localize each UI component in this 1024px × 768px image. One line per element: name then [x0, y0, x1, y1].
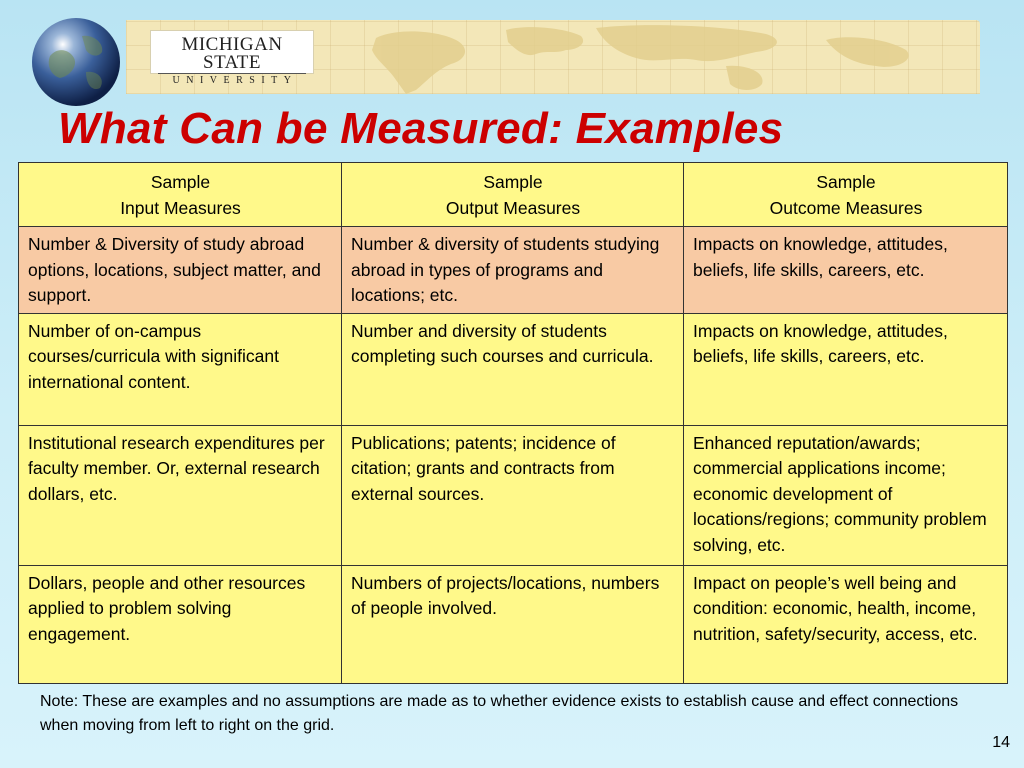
- page-number: 14: [992, 734, 1010, 751]
- header-line2: Outcome Measures: [769, 197, 923, 218]
- globe-icon: [30, 16, 122, 108]
- header-outcome-measures: [684, 163, 1008, 227]
- header-line2: Output Measures: [445, 197, 581, 218]
- table-cell: Publications; patents; incidence of citation; grants and contracts from external sources.: [342, 425, 684, 565]
- table-cell: Number and diversity of students completing such courses and curricula.: [342, 313, 684, 425]
- table-row: [19, 313, 1008, 425]
- footnote: Note: These are examples and no assumptions are made as to whether evidence exists to establish cause and effect connections when moving from left to right on the grid.: [40, 693, 959, 734]
- university-logo: [150, 30, 314, 86]
- logo-line2: UNIVERSITY: [172, 75, 298, 86]
- table-cell: Enhanced reputation/awards; commercial applications income; economic development of locations/regions; community problem solving, etc.: [684, 425, 1008, 565]
- header-line2: Input Measures: [120, 197, 241, 218]
- table-row: [19, 565, 1008, 683]
- table-cell: Dollars, people and other resources applied to problem solving engagement.: [19, 565, 342, 683]
- logo-line1: MICHIGAN STATE: [181, 34, 283, 73]
- header-line1: Sample: [150, 172, 211, 192]
- header-line1: Sample: [816, 172, 876, 192]
- logo-divider: [158, 73, 306, 74]
- table-cell: Number & Diversity of study abroad options, locations, subject matter, and support.: [19, 227, 342, 314]
- table-row: [19, 227, 1008, 314]
- header-line1: Sample: [483, 172, 543, 192]
- header-output-measures: [342, 163, 684, 227]
- measures-table: [18, 162, 1008, 684]
- table-header-row: [19, 163, 1008, 227]
- table-cell: Number & diversity of students studying abroad in types of programs and locations; etc.: [342, 227, 684, 314]
- table-cell: Impacts on knowledge, attitudes, beliefs, life skills, careers, etc.: [684, 313, 1008, 425]
- header-input-measures: [19, 163, 342, 227]
- table-row: [19, 425, 1008, 565]
- table-cell: Impact on people’s well being and condition: economic, health, income, nutrition, safety/security, access, etc.: [684, 565, 1008, 683]
- table-cell: Number of on-campus courses/curricula with significant international content.: [19, 313, 342, 425]
- table-cell: Institutional research expenditures per faculty member. Or, external research dollars, etc.: [19, 425, 342, 565]
- slide-title: What Can be Measured: Examples: [58, 104, 784, 153]
- table-cell: Impacts on knowledge, attitudes, beliefs, life skills, careers, etc.: [684, 227, 1008, 314]
- table-cell: Numbers of projects/locations, numbers of people involved.: [342, 565, 684, 683]
